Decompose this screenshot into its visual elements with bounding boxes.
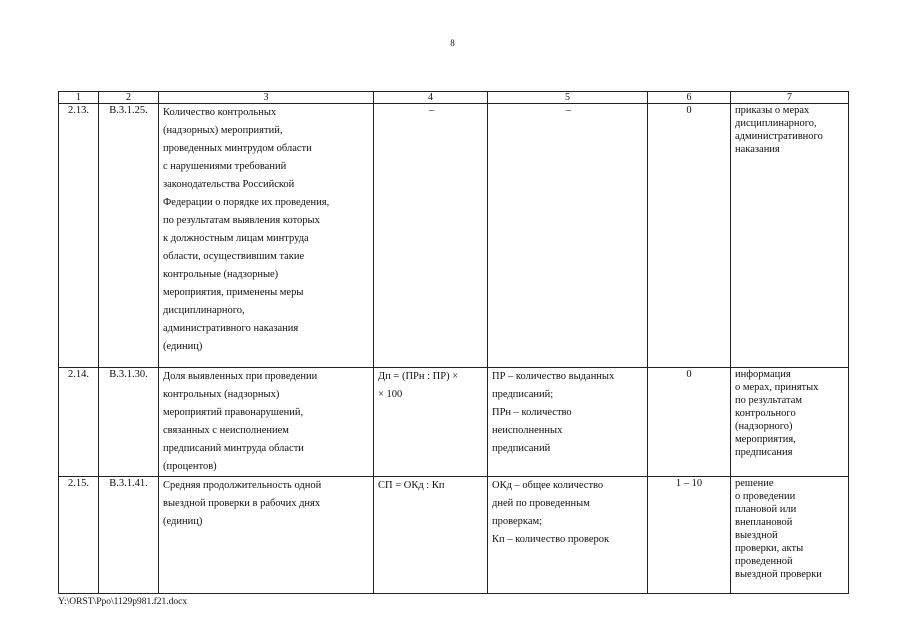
- variables: –: [488, 104, 648, 368]
- formula: Дп = (ПРн : ПР) × × 100: [374, 368, 488, 477]
- col-header: 3: [159, 92, 374, 104]
- col-header: 5: [488, 92, 648, 104]
- table-row: [59, 104, 849, 368]
- indicator-name: Количество контрольных (надзорных) мероприятий, проведенных минтрудом области с нарушениями требований законодательства Российской Федерации о порядке их проведения, по результатам выявления которых к должностным лицам минтруда области, осуществившим такие контрольные (надзорные) мероприятия, применены меры дисциплинарного, административного наказания (единиц): [159, 104, 374, 368]
- col-header: 6: [648, 92, 731, 104]
- page-number: 8: [450, 38, 455, 48]
- col-header: 1: [59, 92, 99, 104]
- col-header: 7: [731, 92, 849, 104]
- col-header: 2: [99, 92, 159, 104]
- target-value: 0: [648, 104, 731, 368]
- indicator-name: Средняя продолжительность одной выездной проверки в рабочих днях (единиц): [159, 477, 374, 594]
- indicator-code: В.3.1.41.: [99, 477, 159, 594]
- data-source: информация о мерах, принятых по результатам контрольного (надзорного) мероприятия, предписания: [731, 368, 849, 477]
- variables: ПР – количество выданных предписаний; ПРн – количество неисполненных предписаний: [488, 368, 648, 477]
- file-path-footer: Y:\ORST\Ppo\1129p981.f21.docx: [58, 597, 188, 607]
- target-value: 0: [648, 368, 731, 477]
- indicator-code: В.3.1.30.: [99, 368, 159, 477]
- formula: –: [374, 104, 488, 368]
- indicator-code: В.3.1.25.: [99, 104, 159, 368]
- row-number: 2.14.: [59, 368, 99, 477]
- data-source: приказы о мерах дисциплинарного, административного наказания: [731, 104, 849, 368]
- col-header: 4: [374, 92, 488, 104]
- table-row: [59, 477, 849, 594]
- data-source: решение о проведении плановой или внеплановой выездной проверки, акты проведенной выездной проверки: [731, 477, 849, 594]
- indicator-name: Доля выявленных при проведении контрольных (надзорных) мероприятий правонарушений, связанных с неисполнением предписаний минтруда области (процентов): [159, 368, 374, 477]
- header-row: [59, 92, 849, 104]
- target-value: 1 – 10: [648, 477, 731, 594]
- row-number: 2.13.: [59, 104, 99, 368]
- indicators-table: [58, 91, 849, 594]
- formula: СП = ОКд : Кп: [374, 477, 488, 594]
- variables: ОКд – общее количество дней по проведенным проверкам; Кп – количество проверок: [488, 477, 648, 594]
- row-number: 2.15.: [59, 477, 99, 594]
- table-row: [59, 368, 849, 477]
